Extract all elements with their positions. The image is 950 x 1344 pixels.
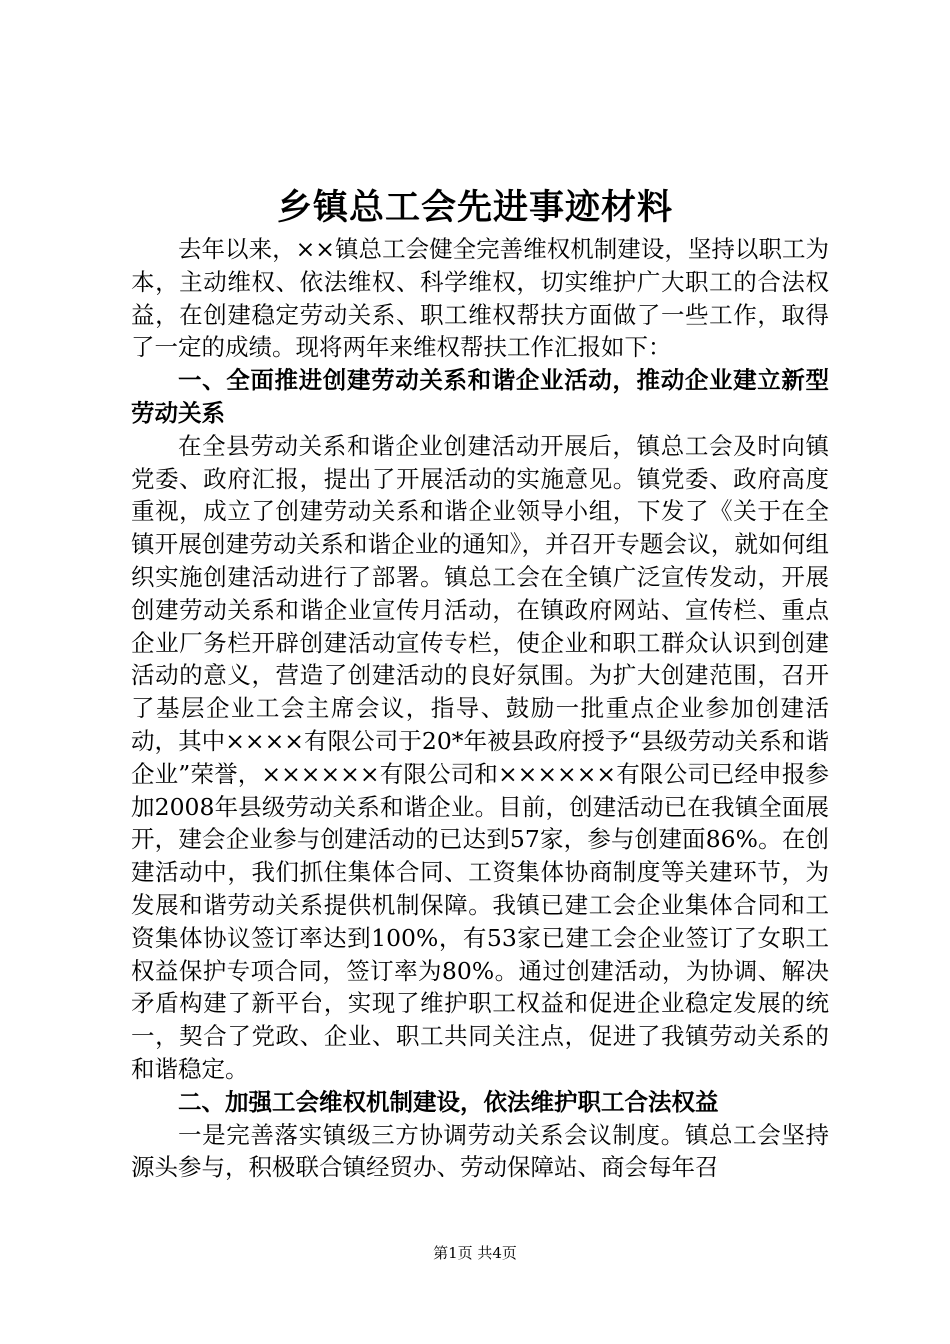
section-1-heading: 一、全面推进创建劳动关系和谐企业活动，推动企业建立新型劳动关系 bbox=[131, 366, 829, 427]
section-1-paragraph: 在全县劳动关系和谐企业创建活动开展后，镇总工会及时向镇党委、政府汇报，提出了开展活动的实施意见。镇党委、政府高度重视，成立了创建劳动关系和谐企业领导小组，下发了《关于在全镇开展创建劳动关系和谐企业的通知》，并召开专题会议，就如何组织实施创建活动进行了部署。镇总工会在全镇广泛宣传发动，开展创建劳动关系和谐企业宣传月活动，在镇政府网站、宣传栏、重点企业厂务栏开辟创建活动宣传专栏，使企业和职工群众认识到创建活动的意义，营造了创建活动的良好氛围。为扩大创建范围，召开了基层企业工会主席会议，指导、鼓励一批重点企业参加创建活动，其中××××有限公司于20*年被县政府授予“县级劳动关系和谐企业”荣誉，××××××有限公司和××××××有限公司已经申报参加2008年县级劳动关系和谐企业。目前，创建活动已在我镇全面展开，建会企业参与创建活动的已达到57家，参与创建面86%。在创建活动中，我们抓住集体合同、工资集体协商制度等关建环节，为发展和谐劳动关系提供机制保障。我镇已建工会企业集体合同和工资集体协议签订率达到100%，有53家已建工会企业签订了女职工权益保护专项合同，签订率为80%。通过创建活动，为协调、解决矛盾构建了新平台，实现了维护职工权益和促进企业稳定发展的统一，契合了党政、企业、职工共同关注点，促进了我镇劳动关系的和谐稳定。 bbox=[131, 431, 829, 1083]
section-2-paragraph: 一是完善落实镇级三方协调劳动关系会议制度。镇总工会坚持源头参与，积极联合镇经贸办、劳动保障站、商会每年召 bbox=[131, 1120, 829, 1182]
section-2-heading: 二、加强工会维权机制建设，依法维护职工合法权益 bbox=[178, 1087, 719, 1116]
intro-paragraph: 去年以来，××镇总工会健全完善维权机制建设，坚持以职工为本，主动维权、依法维权、科学维权，切实维护广大职工的合法权益，在创建稳定劳动关系、职工维权帮扶方面做了一些工作，取得了一定的成绩。现将两年来维权帮扶工作汇报如下： bbox=[131, 235, 829, 362]
document-title: 乡镇总工会先进事迹材料 bbox=[276, 188, 673, 228]
page-number-footer: 第1页 共4页 bbox=[433, 1244, 517, 1262]
document-body bbox=[131, 233, 829, 1184]
